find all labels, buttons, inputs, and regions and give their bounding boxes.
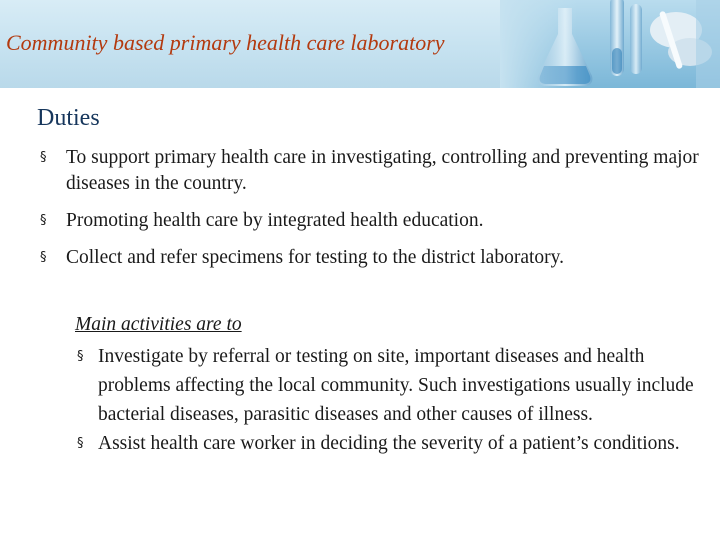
list-item-text: Collect and refer specimens for testing to the district laboratory. — [66, 247, 564, 268]
square-bullet-icon: § — [40, 250, 47, 265]
square-bullet-icon: § — [40, 150, 47, 165]
list-item — [77, 429, 700, 458]
duties-list — [40, 145, 700, 282]
list-item — [40, 245, 700, 271]
square-bullet-icon: § — [77, 436, 84, 451]
activities-section — [75, 312, 700, 458]
list-item-text: Investigate by referral or testing on site, important diseases and health problems affecting the local community. Such investigations usually include bacterial diseases, parasitic diseases and other causes of illness. — [98, 346, 694, 425]
list-item-text: To support primary health care in investigating, controlling and preventing major diseases in the country. — [66, 147, 699, 194]
square-bullet-icon: § — [40, 213, 47, 228]
list-item-text: Assist health care worker in deciding the severity of a patient’s conditions. — [98, 433, 680, 454]
slide-header — [0, 0, 720, 88]
laboratory-photo — [500, 0, 720, 88]
duties-heading: Duties — [37, 105, 100, 131]
list-item — [40, 145, 700, 197]
list-item — [77, 342, 700, 429]
square-bullet-icon: § — [77, 349, 84, 364]
activities-list — [77, 342, 700, 458]
slide-title: Community based primary health care laboratory — [6, 30, 445, 55]
activities-heading: Main activities are to — [75, 314, 242, 335]
list-item-text: Promoting health care by integrated health education. — [66, 210, 484, 231]
list-item — [40, 208, 700, 234]
